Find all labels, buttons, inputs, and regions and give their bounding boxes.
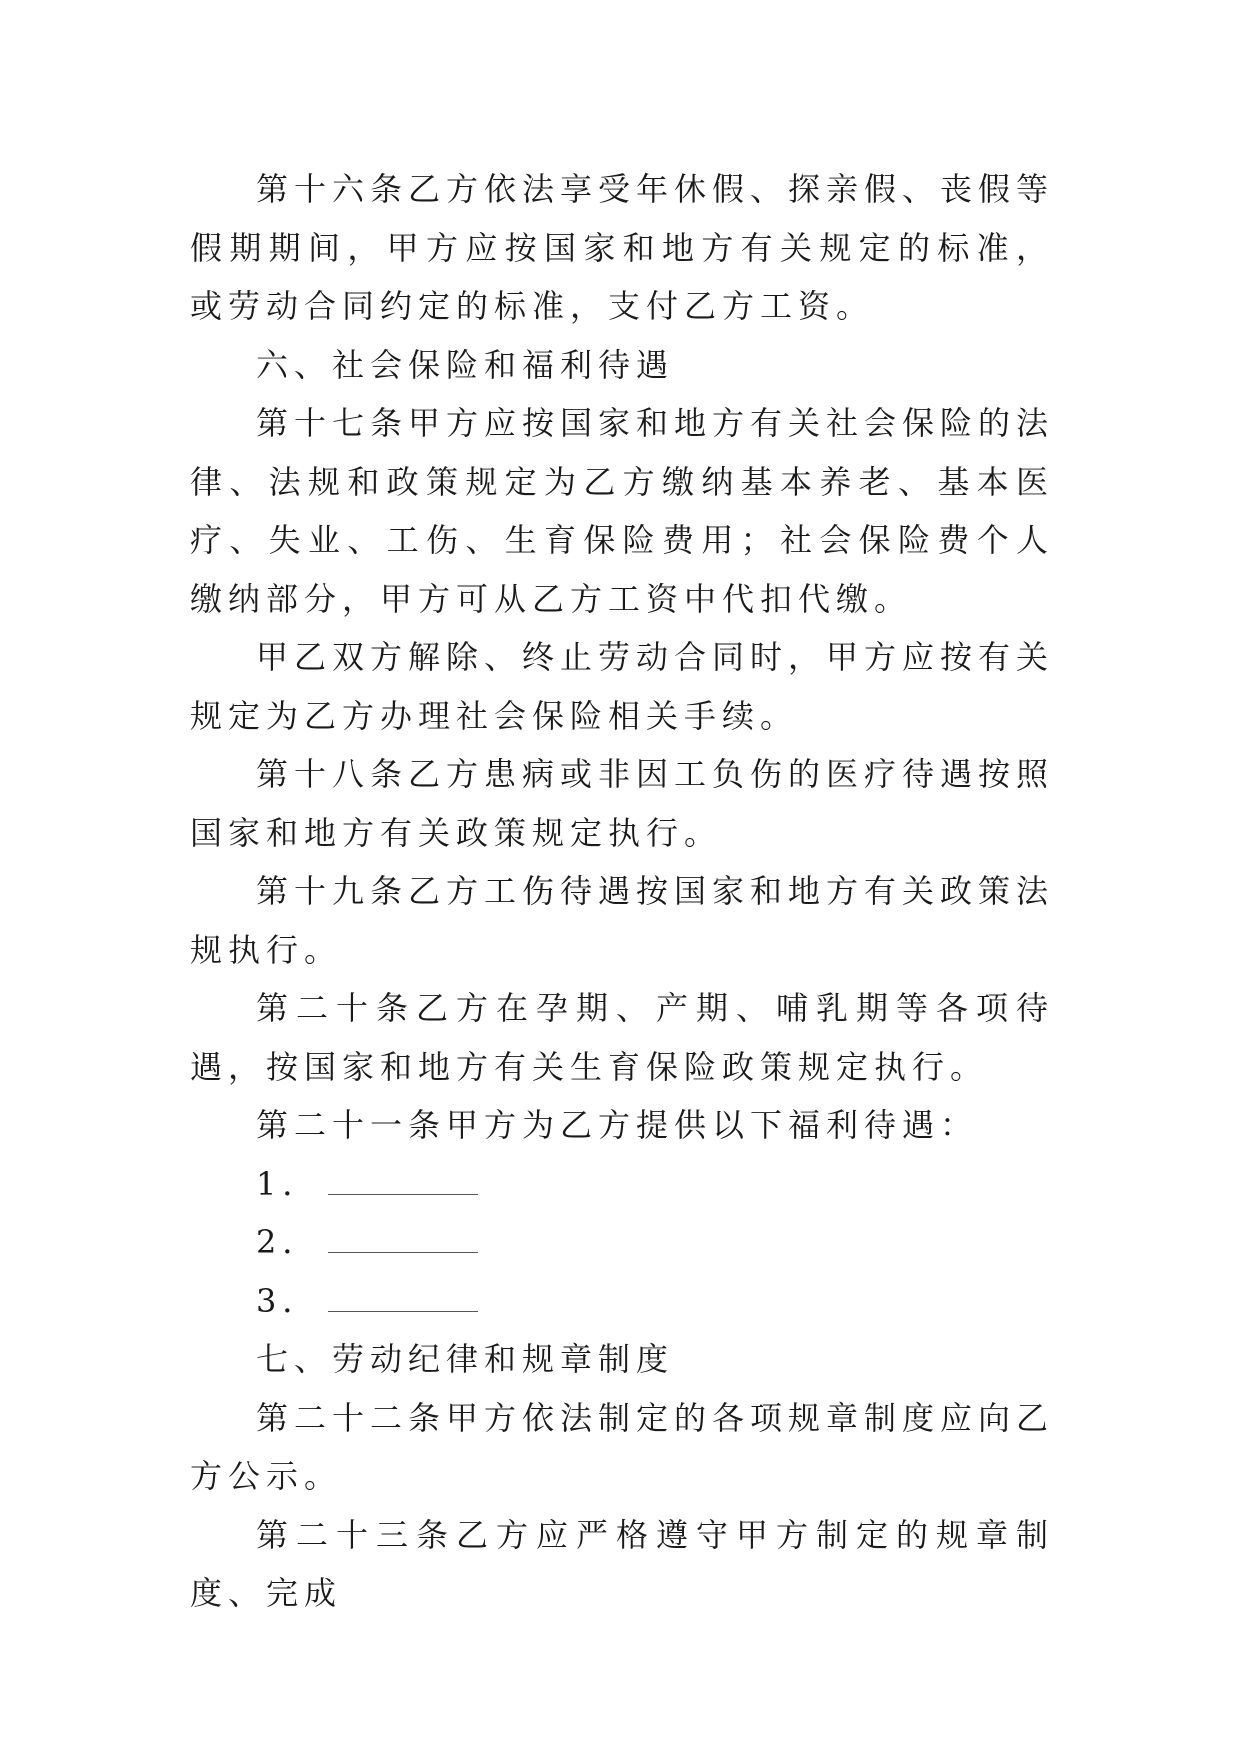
clause-22: 第二十二条甲方依法制定的各项规章制度应向乙方公示。 [190,1398,1055,1495]
benefit-item-3-blank-line[interactable] [328,1289,478,1312]
clause-20: 第二十条乙方在孕期、产期、哺乳期等各项待遇，按国家和地方有关生育保险政策规定执行。 [190,989,1054,1086]
benefit-item-3-number: 3． [256,1281,321,1320]
benefit-item-2-blank-line[interactable] [328,1230,478,1253]
clause-16: 第十六条乙方依法享受年休假、探亲假、丧假等假期期间，甲方应按国家和地方有关规定的标准，或劳动合同约定的标准，支付乙方工资。 [190,170,1055,325]
section-heading-6: 六、社会保险和福利待遇 [256,345,675,384]
benefit-item-3 [190,1272,1054,1331]
clause-21: 第二十一条甲方为乙方提供以下福利待遇： [256,1106,979,1144]
benefit-item-2-number: 2． [256,1223,321,1261]
clause-19: 第十九条乙方工伤待遇按国家和地方有关政策法规执行。 [190,872,1055,969]
benefit-item-1-blank-line[interactable] [328,1172,478,1195]
document-page [190,160,1054,1623]
clause-17: 第十七条甲方应按国家和地方有关社会保险的法律、法规和政策规定为乙方缴纳基本养老、基本医疗、失业、工伤、生育保险费用；社会保险费个人缴纳部分，甲方可从乙方工资中代扣代缴。 [190,404,1055,618]
clause-23: 第二十三条乙方应严格遵守甲方制定的规章制度、完成 [190,1515,1054,1612]
clause-17-continuation: 甲乙双方解除、终止劳动合同时，甲方应按有关规定为乙方办理社会保险相关手续。 [190,638,1055,735]
clause-18: 第十八条乙方患病或非因工负伤的医疗待遇按照国家和地方有关政策规定执行。 [190,755,1055,852]
benefit-item-1 [190,1155,1054,1214]
benefit-item-1-number: 1． [256,1164,321,1203]
benefit-item-2 [190,1213,1054,1272]
section-heading-7: 七、劳动纪律和规章制度 [256,1340,675,1378]
